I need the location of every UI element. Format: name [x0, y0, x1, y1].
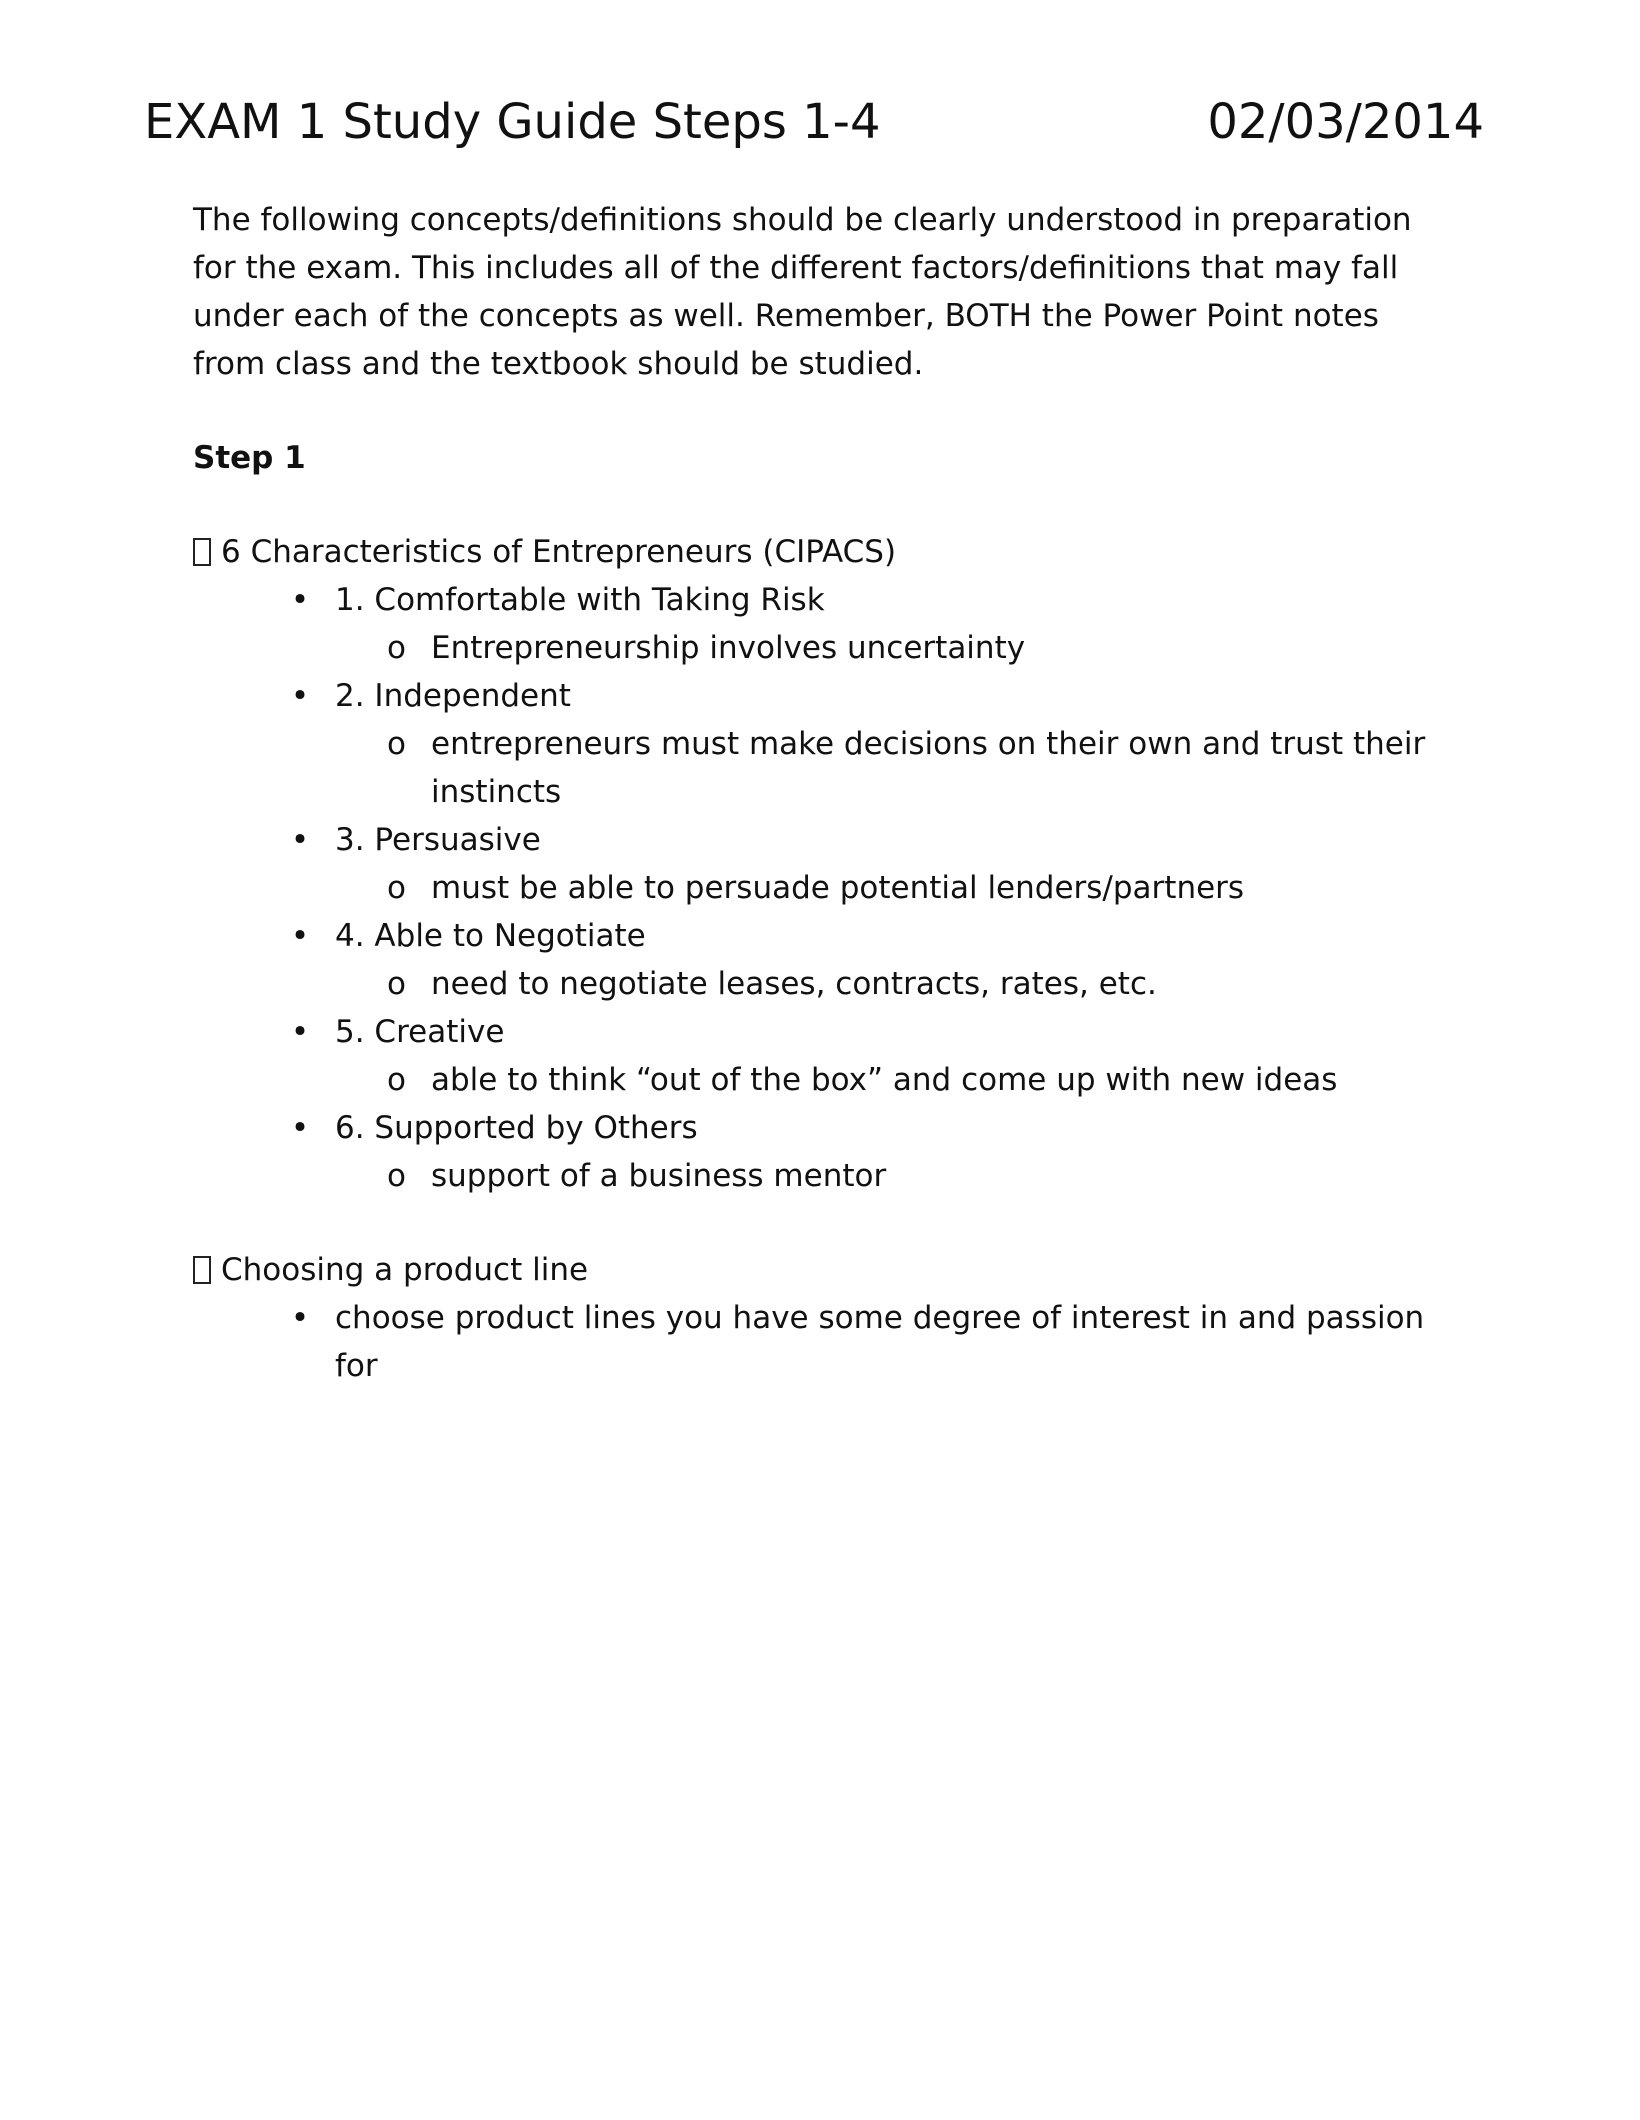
list-item-text: 1. Comfortable with Taking Risk	[335, 582, 825, 618]
list-item-text: 5. Creative	[335, 1014, 505, 1050]
list-item-text: 4. Able to Negotiate	[335, 918, 646, 954]
checkbox-icon	[193, 538, 211, 566]
sub-list-item-text: support of a business mentor	[431, 1158, 887, 1194]
concept-block	[193, 528, 1453, 1200]
concept-label: Choosing a product line	[221, 1252, 589, 1288]
sub-list-item-text: entrepreneurs must make decisions on their own and trust their instincts	[431, 726, 1426, 810]
list-item-text: choose product lines you have some degree of interest in and passion for	[335, 1300, 1425, 1384]
bullet-list	[193, 1294, 1453, 1390]
sub-list-item	[335, 1152, 1453, 1200]
bullet-icon: •	[290, 822, 310, 858]
bullet-icon: •	[290, 678, 310, 714]
sub-bullet-list	[335, 720, 1453, 816]
sub-list-item-text: need to negotiate leases, contracts, rates, etc.	[431, 966, 1157, 1002]
bullet-list	[193, 576, 1453, 1200]
circle-bullet-icon: o	[387, 726, 406, 762]
sub-bullet-list	[335, 624, 1453, 672]
concept-label: 6 Characteristics of Entrepreneurs (CIPACS)	[221, 534, 897, 570]
document-header	[144, 92, 1484, 162]
bullet-icon: •	[290, 1110, 310, 1146]
circle-bullet-icon: o	[387, 966, 406, 1002]
intro-paragraph: The following concepts/definitions should be clearly understood in preparation for the exam. This includes all of the different factors/definitions that may fall under each of the concepts as well. Remember, BOTH the Power Point notes from class and the textbook should be studied.	[193, 202, 1412, 382]
bullet-icon: •	[290, 582, 310, 618]
sub-list-item	[335, 960, 1453, 1008]
bullet-icon: •	[290, 1014, 310, 1050]
bullet-icon: •	[290, 1300, 310, 1336]
circle-bullet-icon: o	[387, 1062, 406, 1098]
list-item	[193, 1294, 1453, 1390]
document-title: EXAM 1 Study Guide Steps 1-4	[144, 94, 881, 150]
bullet-icon: •	[290, 918, 310, 954]
sub-bullet-list	[335, 1056, 1453, 1104]
sub-list-item-text: Entrepreneurship involves uncertainty	[431, 630, 1026, 666]
list-item-text: 3. Persuasive	[335, 822, 541, 858]
circle-bullet-icon: o	[387, 630, 406, 666]
list-item	[193, 1104, 1453, 1200]
list-item	[193, 672, 1453, 816]
document-date: 02/03/2014	[1207, 94, 1484, 150]
concept-block	[193, 1246, 1453, 1390]
document-body	[193, 196, 1453, 1390]
list-item	[193, 1008, 1453, 1104]
circle-bullet-icon: o	[387, 1158, 406, 1194]
sub-list-item-text: must be able to persuade potential lenders/partners	[431, 870, 1245, 906]
sub-bullet-list	[335, 960, 1453, 1008]
concept-list	[193, 528, 1453, 1390]
sub-list-item	[335, 864, 1453, 912]
list-item-text: 2. Independent	[335, 678, 571, 714]
list-item	[193, 912, 1453, 1008]
concept-heading	[193, 1246, 1453, 1294]
concept-heading	[193, 528, 1453, 576]
list-item-text: 6. Supported by Others	[335, 1110, 698, 1146]
sub-bullet-list	[335, 1152, 1453, 1200]
sub-list-item	[335, 624, 1453, 672]
step-heading: Step 1	[193, 440, 306, 476]
checkbox-icon	[193, 1256, 211, 1284]
sub-bullet-list	[335, 864, 1453, 912]
circle-bullet-icon: o	[387, 870, 406, 906]
sub-list-item	[335, 720, 1453, 816]
sub-list-item-text: able to think “out of the box” and come up with new ideas	[431, 1062, 1338, 1098]
list-item	[193, 816, 1453, 912]
list-item	[193, 576, 1453, 672]
sub-list-item	[335, 1056, 1453, 1104]
